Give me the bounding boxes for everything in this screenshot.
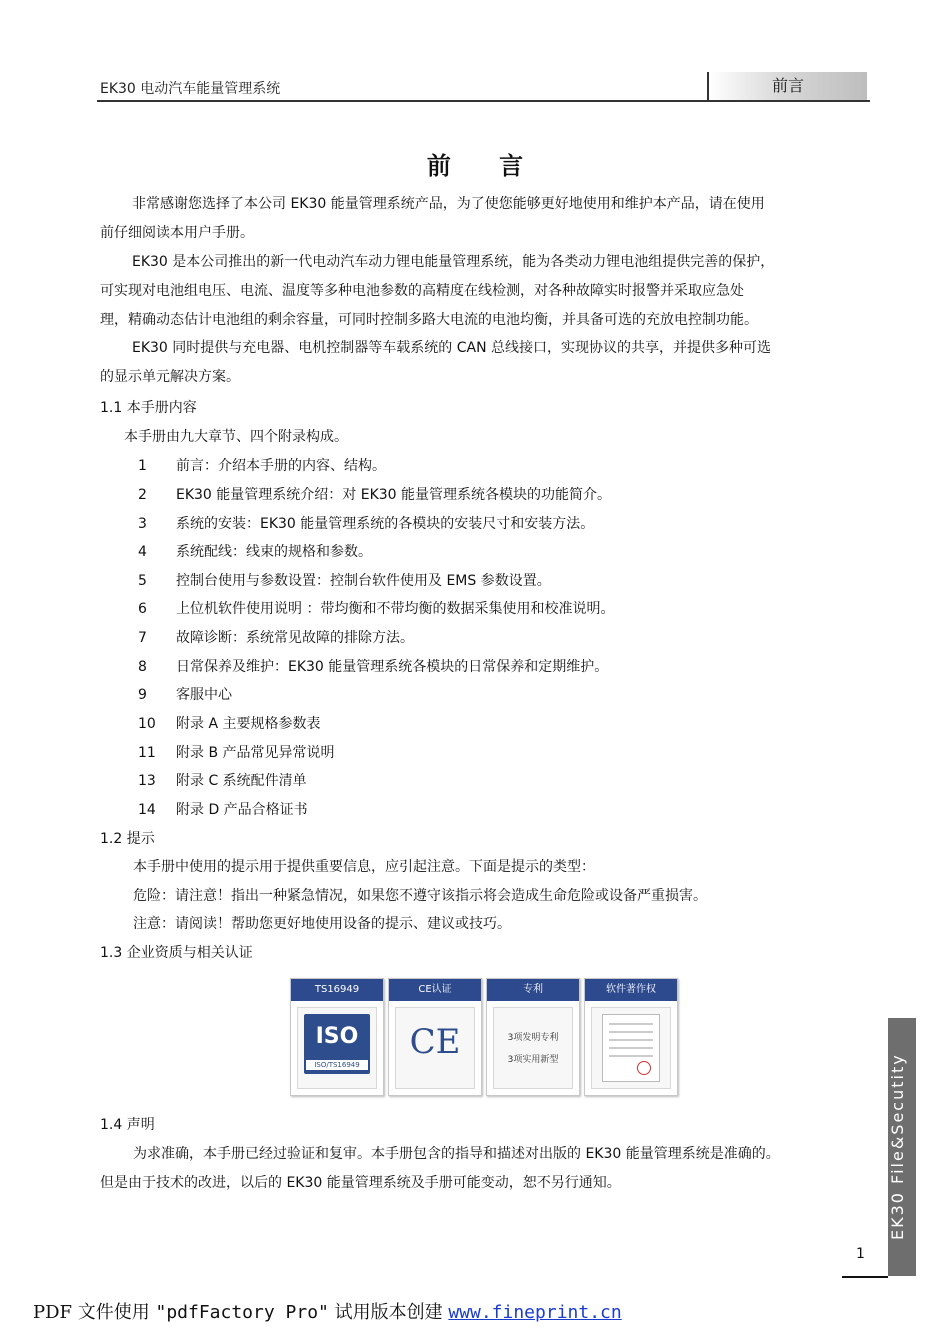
certificate-document-icon [602,1014,660,1082]
section-1-3-heading: 1.3 企业资质与相关认证 [100,945,253,961]
toc-item: 5 控制台使用与参数设置：控制台软件使用及 EMS 参数设置。 [138,573,551,589]
intro-paragraph-2 [100,248,870,335]
header-rule [97,100,870,102]
toc-item: 14 附录 D 产品合格证书 [138,802,308,818]
toc-item: 6 上位机软件使用说明 ：带均衡和不带均衡的数据采集使用和校准说明。 [138,601,615,617]
certificate-ts16949: TS16949 ISO ISO/TS16949 [290,978,384,1096]
certificate-patent: 专利 3项发明专利 3项实用新型 [486,978,580,1096]
intro-paragraph-1 [100,190,870,248]
intro-p1-line2: 前仔细阅读本用户手册。 [100,225,254,241]
toc-item: 13 附录 C 系统配件清单 [138,773,307,789]
section-1-2-danger: 危险：请注意！指出一种紧急情况，如果您不遵守该指示将会造成生命危险或设备严重损害。 [133,888,707,904]
section-1-4-line-1: 为求准确，本手册已经过验证和复审。本手册包含的指导和描述对出版的 EK30 能量管理系统是准确的。 [133,1146,780,1162]
toc-item: 8 日常保养及维护：EK30 能量管理系统各模块的日常保养和定期维护。 [138,659,609,675]
intro-p3-line2: 的显示单元解决方案。 [100,369,240,385]
section-1-2-heading: 1.2 提示 [100,831,155,847]
section-1-1-summary: 本手册由九大章节、四个附录构成。 [124,429,348,445]
certificates-strip [288,978,678,1096]
intro-p2-line2: 可实现对电池组电压、电流、温度等多种电池参数的高精度在线检测，对各种故障实时报警并采取应急处 [100,283,744,299]
section-1-1-heading: 1.1 本手册内容 [100,400,197,416]
header-section-tab: 前言 [707,72,867,100]
ce-mark-icon: CE [409,1022,461,1062]
intro-p2-line1: EK30 是本公司推出的新一代电动汽车动力锂电能量管理系统，能为各类动力锂电池组提供完善的保护， [132,254,775,270]
section-1-4-heading: 1.4 声明 [100,1117,155,1133]
toc-item: 10 附录 A 主要规格参数表 [138,716,321,732]
toc-item: 1 前言：介绍本手册的内容、结构。 [138,458,386,474]
section-1-2-notice: 注意：请阅读！帮助您更好地使用设备的提示、建议或技巧。 [133,916,511,932]
toc-item: 2 EK30 能量管理系统介绍：对 EK30 能量管理系统各模块的功能简介。 [138,487,612,503]
toc-item: 7 故障诊断：系统常见故障的排除方法。 [138,630,414,646]
page-number: 1 [856,1246,865,1262]
section-1-4-line-2: 但是由于技术的改进，以后的 EK30 能量管理系统及手册可能变动，恕不另行通知。 [100,1175,621,1191]
pdf-creator-footer: PDF 文件使用 "pdfFactory Pro" 试用版本创建 www.fineprint.cn [33,1302,622,1323]
iso-logo: ISO ISO/TS16949 [304,1014,370,1074]
side-tab-label: EK30 File&Secutity [888,1053,907,1241]
toc-item: 4 系统配线：线束的规格和参数。 [138,544,372,560]
toc-item: 3 系统的安装：EK30 能量管理系统的各模块的安装尺寸和安装方法。 [138,516,595,532]
fineprint-link[interactable]: www.fineprint.cn [448,1302,622,1323]
side-tab [888,1018,916,1276]
footer-rule [842,1276,888,1278]
intro-p1-line1: 非常感谢您选择了本公司 EK30 能量管理系统产品，为了使您能够更好地使用和维护本产品，请在使用 [132,196,765,212]
certificate-ce: CE认证 CE [388,978,482,1096]
toc-item: 11 附录 B 产品常见异常说明 [138,745,335,761]
intro-paragraph-3 [100,334,870,392]
header-doc-title: EK30 电动汽车能量管理系统 [100,81,281,97]
intro-p2-line3: 理，精确动态估计电池组的剩余容量，可同时控制多路大电流的电池均衡，并具备可选的充放电控制功能。 [100,312,758,328]
toc-item: 9 客服中心 [138,687,232,703]
section-1-2-line-1: 本手册中使用的提示用于提供重要信息，应引起注意。下面是提示的类型： [133,859,595,875]
certificate-software-copyright: 软件著作权 [584,978,678,1096]
intro-p3-line1: EK30 同时提供与充电器、电机控制器等车载系统的 CAN 总线接口，实现协议的共享，并提供多种可选 [132,340,772,356]
page-title: 前 言 [426,152,544,180]
